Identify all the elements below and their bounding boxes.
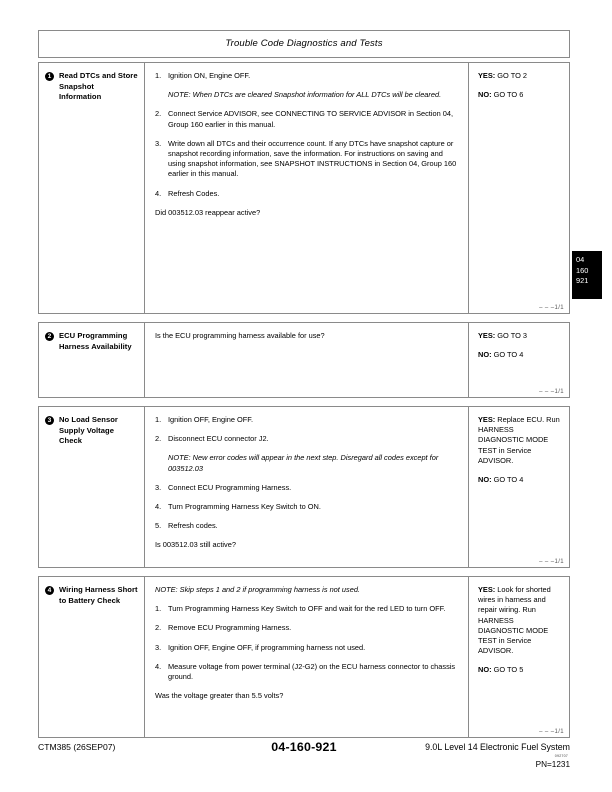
step-note: NOTE: Skip steps 1 and 2 if programming harness is not used.: [155, 585, 360, 594]
test-block: [38, 576, 570, 738]
test-block-inner: [39, 323, 569, 397]
step-number-badge: 3: [45, 416, 54, 425]
test-title: ECU Programming Harness Availability: [59, 331, 132, 351]
step-note: NOTE: When DTCs are cleared Snapshot information for ALL DTCs will be cleared.: [168, 90, 442, 100]
result-label: NO:: [478, 665, 492, 675]
step-item: [155, 521, 458, 531]
section-tab-line-2: 160: [576, 265, 589, 275]
step-number-badge: 1: [45, 72, 54, 81]
step-text: Ignition ON, Engine OFF.: [168, 71, 251, 80]
result-action: GO TO 4: [491, 475, 524, 485]
result-action: GO TO 3: [495, 331, 528, 340]
result-action: Replace ECU. Run HARNESS DIAGNOSTIC MODE TEST in Service ADVISOR.: [478, 415, 560, 465]
result-label: NO:: [478, 350, 492, 360]
test-title-cell: [39, 323, 144, 358]
result-line: [478, 331, 561, 341]
test-steps-cell: [145, 407, 468, 561]
step-number: 3.: [155, 482, 162, 492]
step-text: Connect ECU Programming Harness.: [168, 482, 292, 492]
step-text: Refresh Codes.: [168, 188, 220, 198]
step-number: 4.: [155, 661, 162, 671]
page-header-box: [38, 30, 570, 58]
section-tab: [572, 251, 602, 299]
test-steps-cell: [145, 63, 468, 228]
result-line: [478, 71, 561, 81]
test-question: Is the ECU programming harness available for use?: [155, 331, 325, 340]
result-action: GO TO 5: [491, 665, 524, 675]
step-number: 2.: [155, 434, 162, 444]
step-number: 3.: [155, 138, 162, 148]
test-title-row: [45, 71, 138, 103]
step-item: [155, 71, 458, 81]
test-block: [38, 322, 570, 398]
test-steps-cell: [145, 577, 468, 711]
result-line: [478, 475, 561, 485]
step-item: [155, 415, 458, 425]
result-label: NO:: [478, 90, 492, 100]
footer-system-name: 9.0L Level 14 Electronic Fuel System: [425, 742, 570, 752]
test-title-row: [45, 585, 138, 606]
test-question: Is 003512.03 still active?: [155, 540, 236, 550]
result-line: [478, 90, 561, 100]
section-tab-line-1: 04: [576, 255, 585, 264]
test-block-inner: [39, 577, 569, 737]
step-item: [155, 109, 458, 129]
test-block-inner: [39, 63, 569, 313]
step-number-badge: 4: [45, 586, 54, 595]
step-text: Connect Service ADVISOR, see CONNECTING TO SERVICE ADVISOR in Section 04, Group 160 earlier in this manual.: [168, 109, 454, 129]
test-block: [38, 62, 570, 314]
step-number: 3.: [155, 642, 162, 652]
result-action: GO TO 2: [495, 71, 528, 80]
page-title: Trouble Code Diagnostics and Tests: [225, 38, 383, 49]
continuation-marker: – – –1/1: [539, 305, 564, 311]
result-line: [478, 665, 561, 675]
footer-pn: PN=1231: [535, 760, 570, 769]
section-tab-line-3: 921: [576, 276, 589, 285]
result-label: YES:: [478, 415, 496, 424]
step-item: [155, 502, 458, 512]
result-label: YES:: [478, 331, 496, 340]
step-note: NOTE: New error codes will appear in the next step. Disregard all codes except for 003512.03: [168, 453, 439, 473]
test-title-row: [45, 415, 138, 447]
footer-manual-id: CTM385 (26SEP07): [38, 742, 116, 752]
step-number: 2.: [155, 109, 162, 119]
test-result-cell: [469, 407, 569, 500]
step-item: [155, 623, 458, 633]
result-action: GO TO 6: [491, 90, 524, 100]
step-item: [155, 189, 458, 199]
test-result-cell: [469, 63, 569, 115]
step-text: Ignition OFF, Engine OFF, if programming harness not used.: [168, 642, 366, 652]
result-line: [478, 585, 561, 656]
footer-page-number: 04-160-921: [271, 740, 337, 754]
step-item: [155, 604, 458, 614]
step-number-badge: 2: [45, 332, 54, 341]
result-action: GO TO 4: [491, 350, 524, 360]
step-text: Write down all DTCs and their occurrence count. If any DTCs have snapshot capture or snapshot recording information, save the information. For instructions on saving and using snapshot information, see SNAPSHOT INSTRUCTIONS in Section 04, Group 160 earlier in this manual.: [168, 138, 457, 179]
step-item: [155, 662, 458, 682]
test-steps-cell: [145, 323, 468, 351]
step-number: 5.: [155, 521, 162, 531]
test-question: Did 003512.03 reappear active?: [155, 207, 261, 217]
test-block: [38, 406, 570, 568]
step-text: Turn Programming Harness Key Switch to ON.: [168, 502, 321, 512]
step-item: [155, 483, 458, 493]
test-title: Read DTCs and Store Snapshot Information: [59, 71, 138, 101]
step-number: 4.: [155, 188, 162, 198]
test-question: Was the voltage greater than 5.5 volts?: [155, 691, 284, 701]
test-result-cell: [469, 577, 569, 691]
test-title-cell: [39, 577, 144, 612]
step-number: 2.: [155, 623, 162, 633]
step-number: 4.: [155, 502, 162, 512]
continuation-marker: – – –1/1: [539, 389, 564, 395]
test-result-cell: [469, 323, 569, 375]
step-text: Turn Programming Harness Key Switch to OFF and wait for the red LED to turn OFF.: [168, 604, 446, 614]
continuation-marker: – – –1/1: [539, 729, 564, 735]
test-title: No Load Sensor Supply Voltage Check: [59, 415, 118, 445]
result-label: NO:: [478, 475, 492, 485]
result-label: YES:: [478, 585, 496, 594]
page-footer: [38, 742, 570, 782]
test-title: Wiring Harness Short to Battery Check: [59, 585, 138, 605]
test-title-cell: [39, 407, 144, 453]
step-text: Disconnect ECU connector J2.: [168, 434, 269, 444]
step-number: 1.: [155, 71, 162, 80]
step-item: [155, 139, 458, 180]
result-label: YES:: [478, 71, 496, 80]
result-line: [478, 350, 561, 360]
step-number: 1.: [155, 604, 162, 614]
step-text: Refresh codes.: [168, 521, 218, 531]
step-number: 1.: [155, 415, 162, 424]
test-title-cell: [39, 63, 144, 109]
step-text: Ignition OFF, Engine OFF.: [168, 415, 254, 424]
result-line: [478, 415, 561, 466]
step-item: [155, 434, 458, 444]
step-text: Measure voltage from power terminal (J2-G2) on the ECU harness connector to chassis ground.: [168, 661, 456, 682]
step-item: [155, 643, 458, 653]
test-title-row: [45, 331, 138, 352]
footer-revision-code: 092707: [554, 754, 568, 758]
test-block-inner: [39, 407, 569, 567]
continuation-marker: – – –1/1: [539, 559, 564, 565]
result-action: Look for shorted wires in harness and repair wiring. Run HARNESS DIAGNOSTIC MODE TEST in Service ADVISOR.: [478, 585, 551, 656]
step-text: Remove ECU Programming Harness.: [168, 623, 292, 633]
